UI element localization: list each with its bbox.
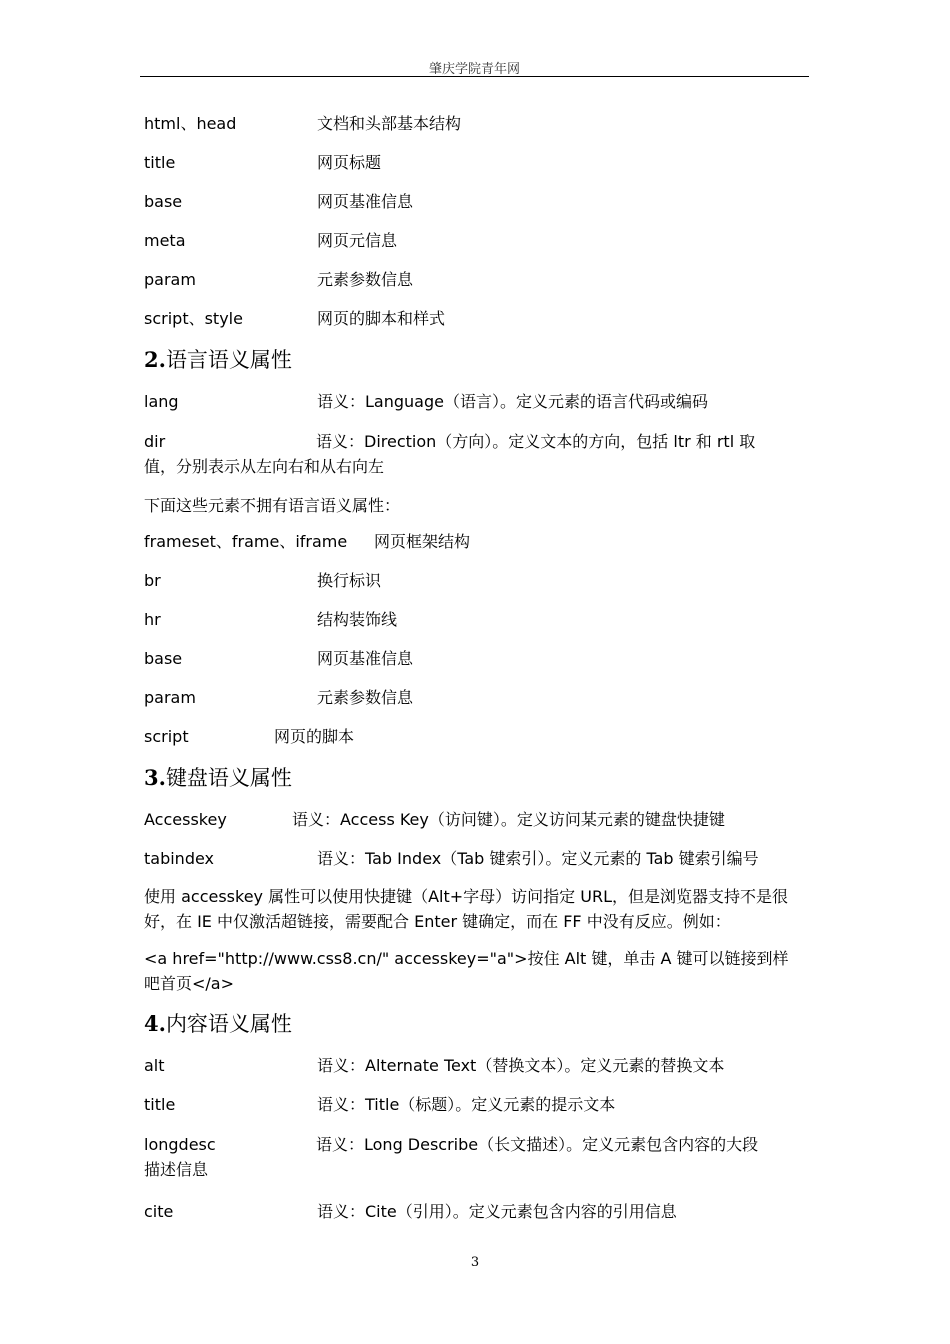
attr-row [144, 264, 804, 303]
attr-name: script、style [144, 309, 243, 328]
attr-row [144, 108, 804, 147]
header-rule [140, 76, 809, 77]
attr-row [144, 843, 804, 882]
section-structure-elements [144, 108, 804, 342]
attr-row-cite [144, 1196, 804, 1235]
attr-description: 语义：Access Key（访问键）。定义访问某元素的键盘快捷键 [292, 810, 725, 829]
attr-row [144, 225, 804, 264]
attr-description: 语义：Tab Index（Tab 键索引）。定义元素的 Tab 键索引编号 [317, 849, 759, 868]
attr-row [144, 682, 804, 721]
attr-description: 结构装饰线 [317, 610, 398, 629]
document-body [144, 108, 804, 1235]
attr-name: br [144, 571, 161, 590]
attr-row [144, 1089, 804, 1128]
attr-description: 网页的脚本 [274, 727, 355, 746]
attr-row-lang [144, 386, 804, 425]
attr-description: 语义：Language（语言）。定义元素的语言代码或编码 [317, 392, 708, 411]
attr-name: lang [144, 392, 179, 411]
attr-name: base [144, 649, 183, 668]
section-no-lang-elements [144, 526, 804, 760]
page-header-title: 肇庆学院青年网 [428, 62, 520, 77]
attr-description-line1: 语义：Direction（方向）。定义文本的方向，包括 ltr 和 rtl 取 [316, 432, 756, 451]
attr-description: 网页基准信息 [317, 192, 414, 211]
accesskey-example: <a href="http://www.css8.cn/" accesskey="a">按住 Alt 键，单击 A 键可以链接到样吧首页</a> [144, 949, 789, 993]
attr-row-longdesc [144, 1128, 796, 1182]
section-content-attrs [144, 1050, 804, 1128]
section-keyboard-attrs [144, 804, 804, 882]
attr-description-line2: 描述信息 [144, 1160, 209, 1179]
attr-name: Accesskey [144, 810, 227, 829]
attr-description: 语义：Alternate Text（替换文本）。定义元素的替换文本 [317, 1056, 725, 1075]
heading-language-attributes [144, 342, 804, 386]
heading-keyboard-attributes [144, 760, 804, 804]
attr-name: cite [144, 1202, 174, 1221]
heading-content-attributes [144, 1006, 804, 1050]
attr-description-line2: 值，分别表示从左向右和从右向左 [144, 457, 385, 476]
attr-name: html、head [144, 114, 237, 133]
attr-name: tabindex [144, 849, 215, 868]
heading-text: 语言语义属性 [165, 348, 292, 372]
attr-name: hr [144, 610, 161, 629]
attr-row [144, 303, 804, 342]
attr-name: title [144, 153, 176, 172]
attr-description: 元素参数信息 [317, 688, 414, 707]
no-lang-intro: 下面这些元素不拥有语言语义属性： [144, 496, 401, 515]
attr-description: 网页基准信息 [317, 649, 414, 668]
attr-description: 文档和头部基本结构 [317, 114, 462, 133]
attr-description: 网页元信息 [317, 231, 398, 250]
attr-row [144, 721, 804, 760]
attr-row [144, 1050, 804, 1089]
accesskey-paragraph: 使用 accesskey 属性可以使用快捷键（Alt+字母）访问指定 URL，但是浏览器支持不是很好，在 IE 中仅激活超链接，需要配合 Enter 键确定，而在 FF 中没有反应。例如： [144, 887, 788, 931]
attr-row [144, 604, 804, 643]
attr-description: 网页框架结构 [374, 532, 471, 551]
attr-row [144, 147, 804, 186]
attr-row [144, 643, 804, 682]
attr-description: 网页标题 [317, 153, 382, 172]
attr-row [144, 526, 804, 565]
attr-row [144, 804, 804, 843]
attr-description-line1: 语义：Long Describe（长文描述）。定义元素包含内容的大段 [316, 1135, 759, 1154]
page-number: 3 [470, 1255, 480, 1270]
attr-description: 语义：Cite（引用）。定义元素包含内容的引用信息 [317, 1202, 677, 1221]
attr-name: title [144, 1095, 176, 1114]
attr-name: dir [144, 432, 166, 451]
heading-text: 内容语义属性 [165, 1012, 292, 1036]
attr-name: meta [144, 231, 186, 250]
heading-number: 3. [144, 765, 166, 790]
attr-description: 语义：Title（标题）。定义元素的提示文本 [317, 1095, 616, 1114]
heading-number: 4. [144, 1011, 166, 1036]
attr-name: alt [144, 1056, 165, 1075]
heading-text: 键盘语义属性 [165, 766, 292, 790]
attr-row [144, 186, 804, 225]
attr-description: 换行标识 [317, 571, 382, 590]
attr-row-dir [144, 425, 796, 479]
attr-name: frameset、frame、iframe [144, 532, 348, 551]
attr-name: longdesc [144, 1135, 216, 1154]
heading-number: 2. [144, 347, 166, 372]
attr-name: param [144, 270, 196, 289]
attr-name: script [144, 727, 189, 746]
attr-name: base [144, 192, 183, 211]
attr-description: 网页的脚本和样式 [317, 309, 446, 328]
attr-row [144, 565, 804, 604]
attr-name: param [144, 688, 196, 707]
attr-description: 元素参数信息 [317, 270, 414, 289]
